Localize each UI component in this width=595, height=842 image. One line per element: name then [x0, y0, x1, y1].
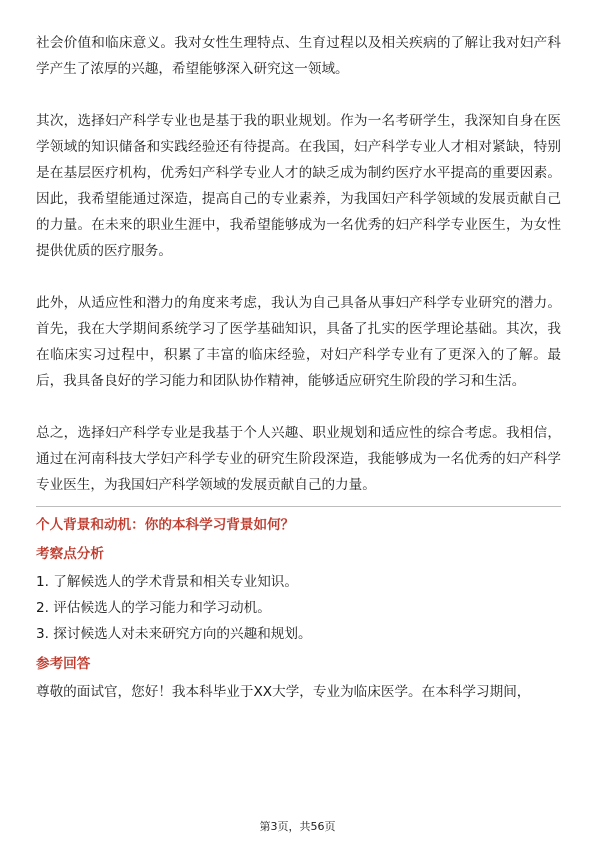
body-paragraph: 其次，选择妇产科学专业也是基于我的职业规划。作为一名考研学生，我深知自身在医学领域的知识储备和实践经验还有待提高。在我国，妇产科学专业人才相对紧缺，特别是在基层医疗机构，优秀妇产科学专业人才的缺乏成为制约医疗水平提高的重要因素。因此，我希望能通过深造，提高自己的专业素养，为我国妇产科学领域的发展贡献自己的力量。在未来的职业生涯中，我希望能够成为一名优秀的妇产科学专业医生，为女性提供优质的医疗服务。 [36, 113, 561, 259]
answer-heading: 参考回答 [36, 656, 91, 672]
analysis-point: 2. 评估候选人的学习能力和学习动机。 [36, 600, 271, 616]
analysis-point: 3. 探讨候选人对未来研究方向的兴趣和规划。 [36, 626, 312, 642]
body-paragraph: 总之，选择妇产科学专业是我基于个人兴趣、职业规划和适应性的综合考虑。我相信，通过在河南科技大学妇产科学专业的研究生阶段深造，我能够成为一名优秀的妇产科学专业医生，为我国妇产科学领域的发展贡献自己的力量。 [36, 425, 561, 493]
analysis-point: 1. 了解候选人的学术背景和相关专业知识。 [36, 574, 298, 590]
answer-text: 尊敬的面试官，您好！我本科毕业于XX大学，专业为临床医学。在本科学习期间， [36, 684, 531, 700]
analysis-heading: 考察点分析 [36, 546, 104, 562]
analysis-list [36, 569, 561, 647]
body-paragraph: 社会价值和临床意义。我对女性生理特点、生育过程以及相关疾病的了解让我对妇产科学产生了浓厚的兴趣，希望能够深入研究这一领域。 [36, 35, 561, 77]
question-heading: 个人背景和动机：你的本科学习背景如何？ [36, 517, 295, 533]
section-divider [36, 506, 561, 507]
page-number: 第3页，共56页 [259, 820, 336, 833]
page-content [36, 30, 561, 705]
body-paragraph: 此外，从适应性和潜力的角度来考虑，我认为自己具备从事妇产科学专业研究的潜力。首先，我在大学期间系统学习了医学基础知识，具备了扎实的医学理论基础。其次，我在临床实习过程中，积累了丰富的临床经验，对妇产科学专业有了更深入的了解。最后，我具备良好的学习能力和团队协作精神，能够适应研究生阶段的学习和生活。 [36, 295, 561, 389]
